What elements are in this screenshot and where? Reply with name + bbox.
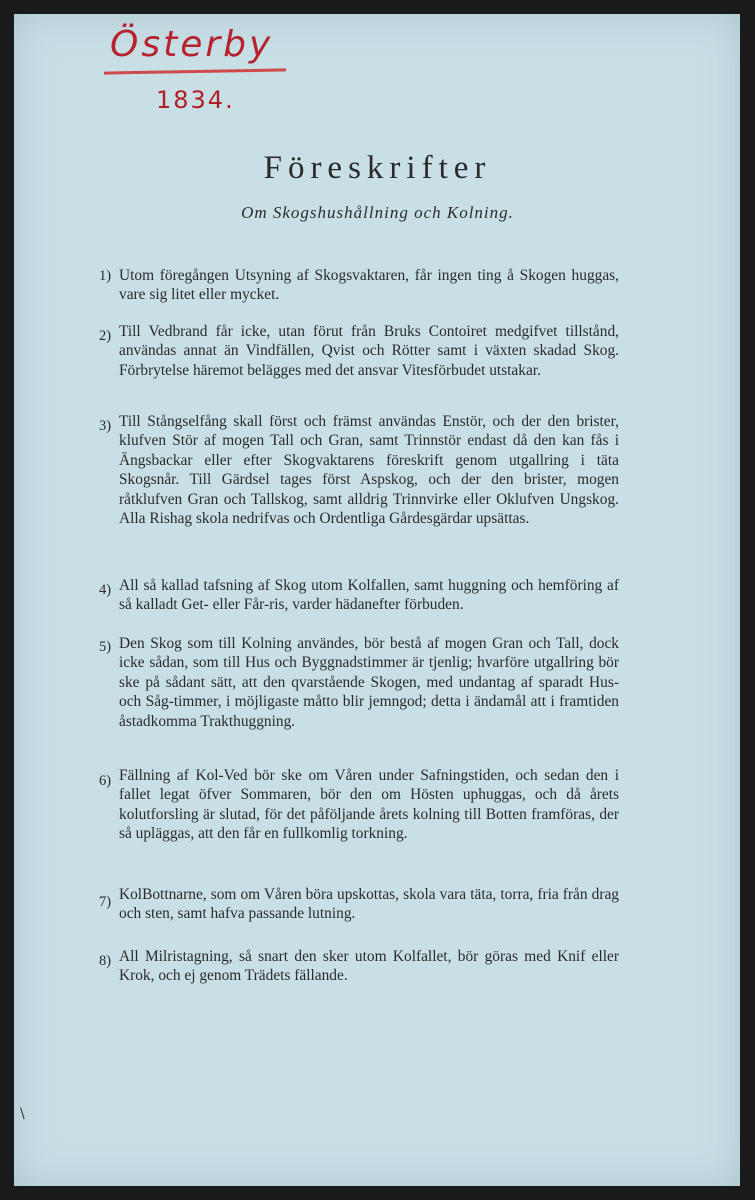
margin-mark: \: [20, 1106, 25, 1122]
rule-text: KolBottnarne, som om Våren böra upskottas, skola vara täta, torra, fria från drag och sten, samt hafva passande lutning.: [119, 886, 619, 923]
rule-number: 5): [99, 639, 112, 655]
page-title: Föreskrifter: [263, 150, 492, 186]
rule-number: 6): [99, 773, 112, 789]
rule-text: All så kallad tafsning af Skog utom Kolfallen, samt huggning och hemföring af så kalladt Get- eller Får-ris, varder hädanefter förbuden.: [119, 577, 619, 614]
handwritten-year: 1834.: [156, 86, 235, 114]
rule-number: 2): [99, 328, 112, 344]
rule-number: 8): [99, 953, 112, 969]
rule-text: Till Stångselfång skall först och främst användas Enstör, och der den brister, klufven Stör af mogen Tall och Gran, samt Trinnstör endast då den kan fås i Ängsbackar eller efter Skogvaktarens föreskrift genom utgallring i täta Skogsnår. Till Gärdsel tages först Aspskog, och der den brister, mogen råtklufven Gran och Tallskog, samt alldrig Trinnvirke eller Oklufven Ungskog. Alla Rishag skola nedrifvas och Ordentliga Gårdesgärdar upsättas.: [119, 413, 619, 528]
rule-number: 7): [99, 894, 112, 910]
rule-text: Utom föregången Utsyning af Skogsvaktaren, får ingen ting å Skogen huggas, vare sig litet eller mycket.: [119, 267, 619, 304]
handwritten-place-name: Österby: [110, 24, 274, 65]
rule-number: 4): [99, 582, 112, 598]
page-subtitle: Om Skogshushållning och Kolning.: [241, 203, 514, 222]
rule-number: 1): [99, 268, 112, 284]
rule-text: Den Skog som till Kolning användes, bör bestå af mogen Gran och Tall, dock icke sådan, som till Hus och Byggnadstimmer är tjenlig; hvarföre utgallring bör ske på sådant sätt, att den qvarstående Skogen, med undantag af sparadt Hus- och Såg-timmer, i möjligaste måtto blir jemngod; detta i ändamål att i framtiden åstadkomma Trakthuggning.: [119, 635, 619, 730]
rule-text: Fällning af Kol-Ved bör ske om Våren under Safningstiden, och sedan den i fallet legat öfver Sommaren, bör den om Hösten uphuggas, och då årets kolutforsling är slutad, för det påföljande årets kolning till Botten framföras, der så upläggas, att den får en fullkomlig torkning.: [119, 767, 619, 843]
rule-text: Till Vedbrand får icke, utan förut från Bruks Contoiret medgifvet tillstånd, användas annat än Vindfällen, Qvist och Rötter samt i växten skadad Skog. Förbrytelse häremot belägges med det ansvar Vitesförbudet utstakar.: [119, 323, 619, 379]
rule-number: 3): [99, 418, 112, 434]
rule-text: All Milristagning, så snart den sker utom Kolfallet, bör göras med Knif eller Krok, och ej genom Trädets fällande.: [119, 948, 619, 985]
